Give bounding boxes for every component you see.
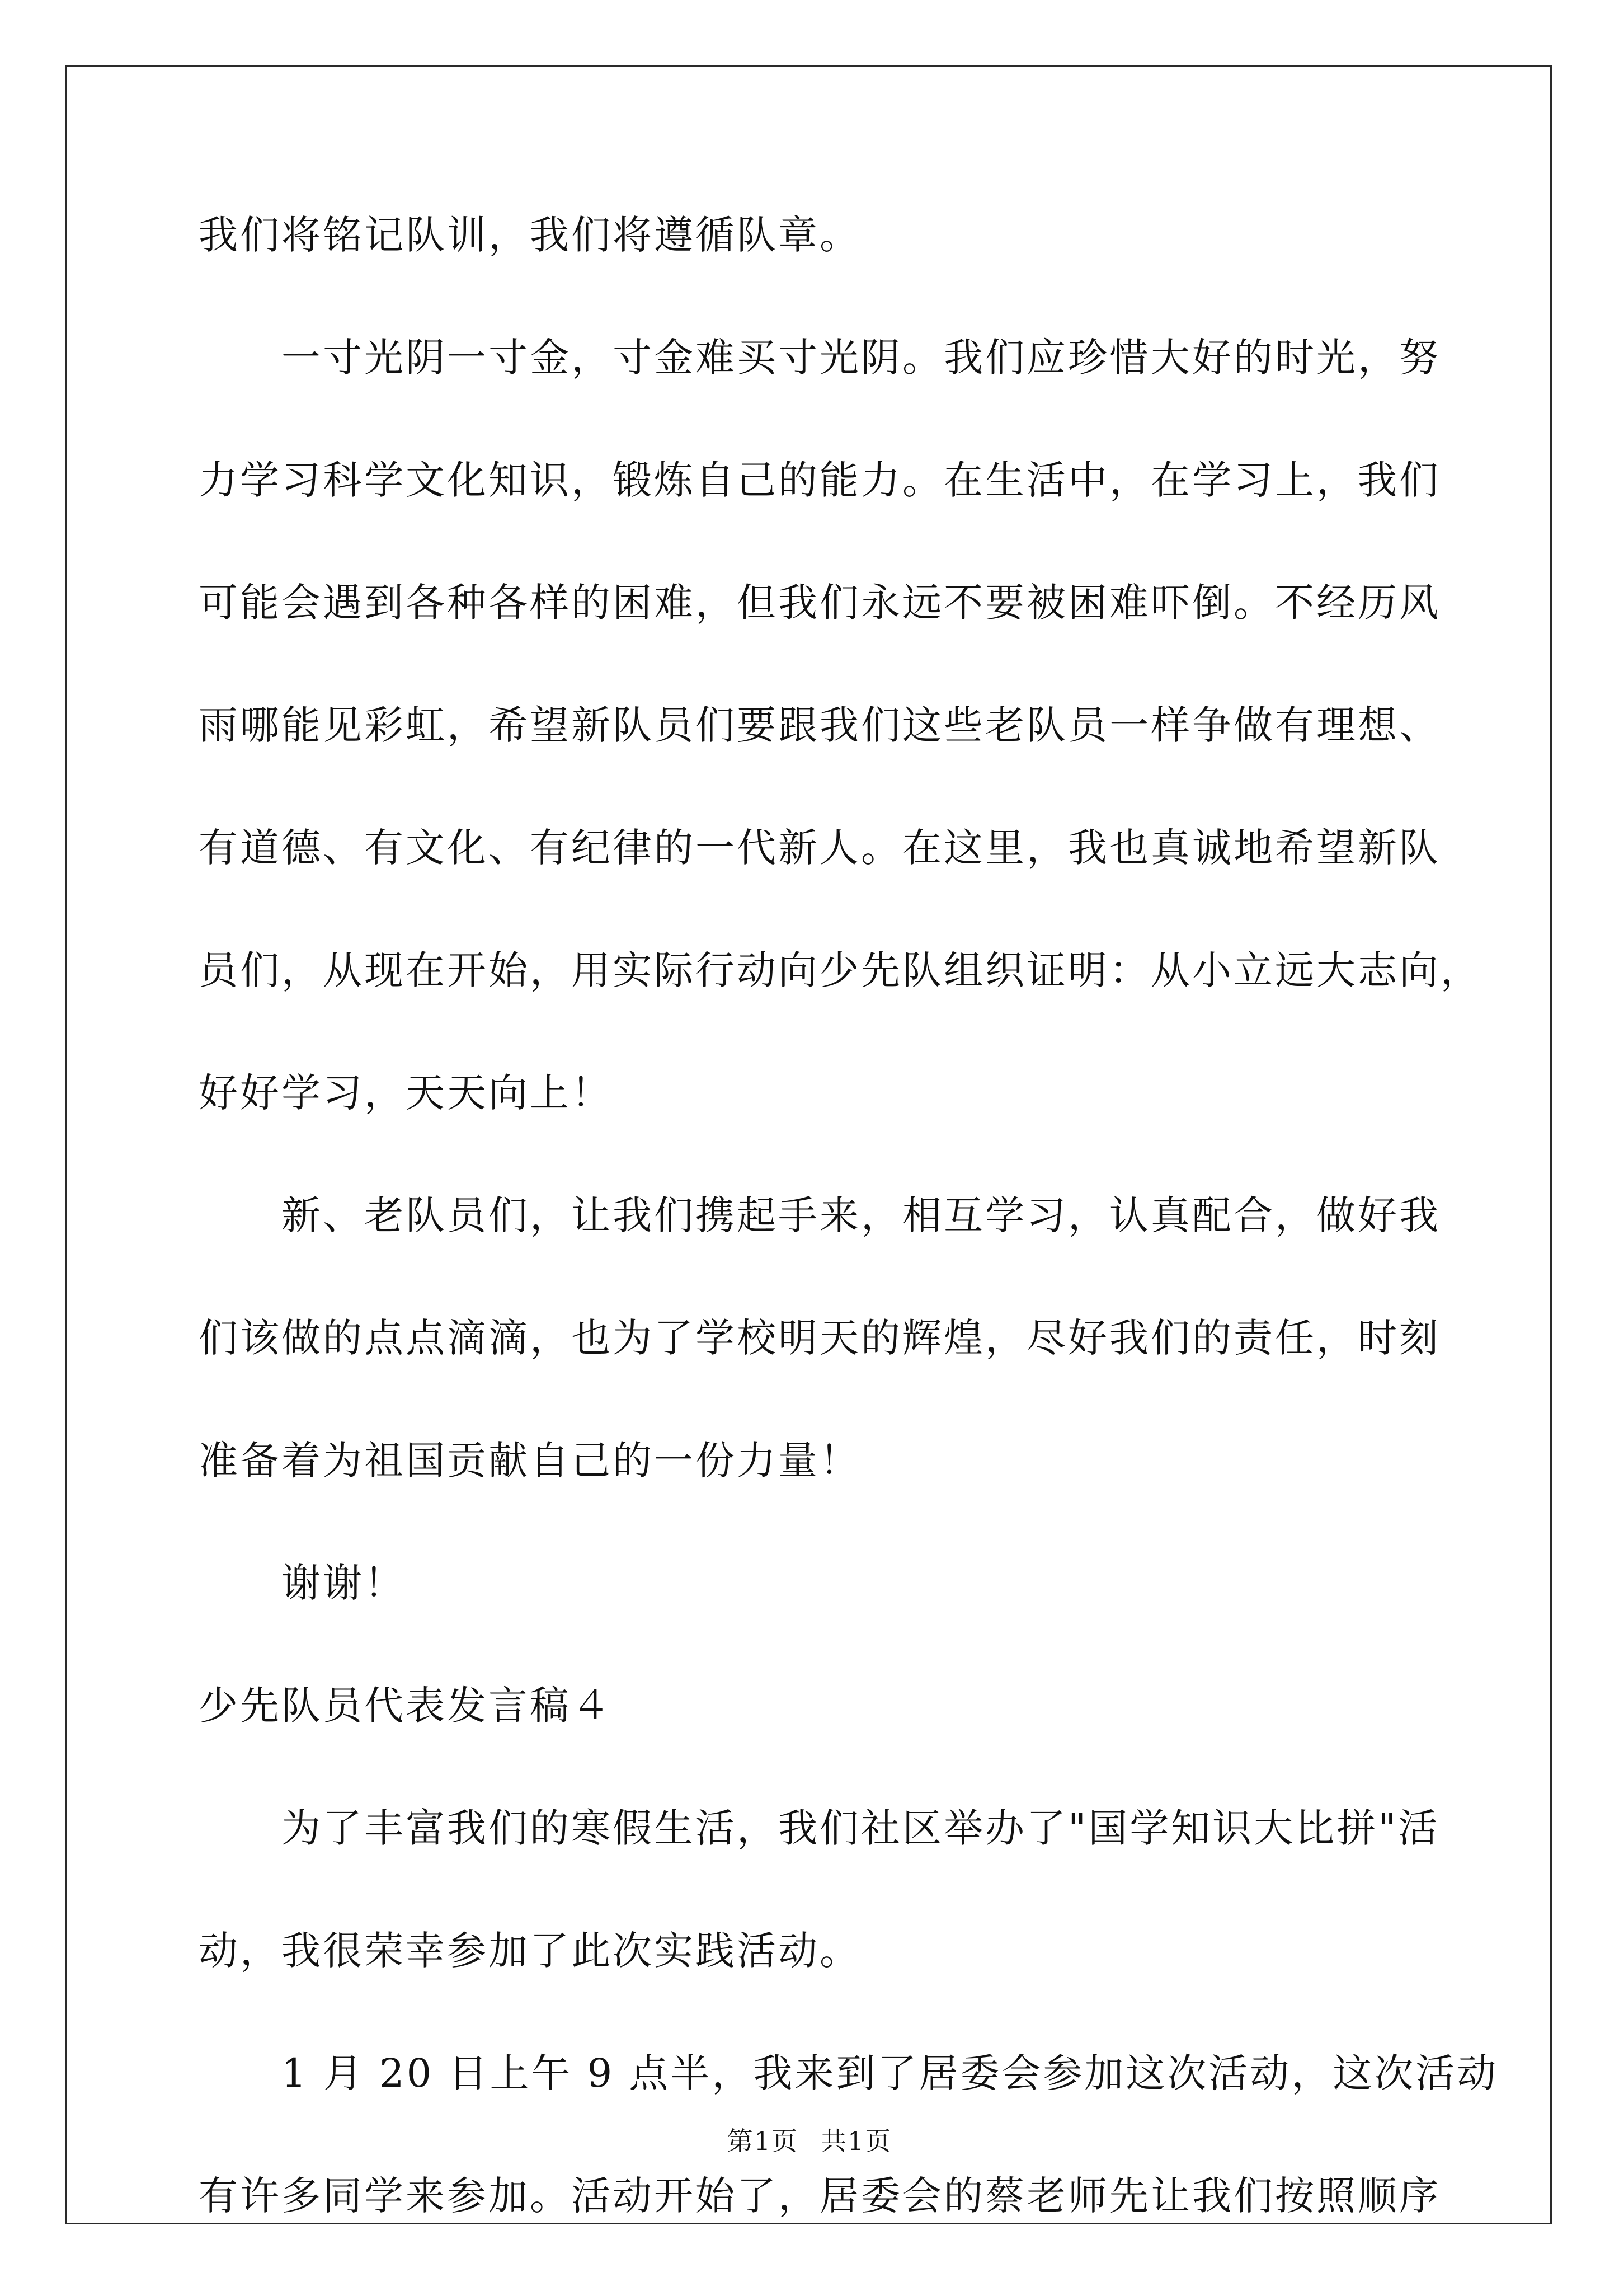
text-line: 我们将铭记队训，我们将遵循队章。: [199, 212, 861, 258]
text-line: 雨哪能见彩虹，希望新队员们要跟我们这些老队员一样争做有理想、: [199, 702, 1441, 748]
text-line: 好好学习，天天向上！: [199, 1070, 613, 1116]
text-line: 有许多同学来参加。活动开始了，居委会的蔡老师先让我们按照顺序: [199, 2173, 1441, 2219]
section-heading: 少先队员代表发言稿４: [199, 1683, 613, 1729]
text-line: 们该做的点点滴滴，也为了学校明天的辉煌，尽好我们的责任，时刻: [199, 1315, 1441, 1361]
text-line: 员们，从现在开始，用实际行动向少先队组织证明：从小立远大志向，: [199, 947, 1482, 993]
text-line: 谢谢！: [281, 1560, 406, 1606]
page-total: 共1页: [821, 2126, 892, 2156]
page-footer: [0, 2121, 1619, 2158]
text-line: 新、老队员们，让我们携起手来，相互学习，认真配合，做好我: [281, 1192, 1441, 1238]
page-number: 第1页: [727, 2126, 798, 2156]
text-line: 1 月 20 日上午 9 点半，我来到了居委会参加这次活动，这次活动: [281, 2050, 1499, 2096]
text-line: 力学习科学文化知识，锻炼自己的能力。在生活中，在学习上，我们: [199, 457, 1441, 503]
text-line: 准备着为祖国贡献自己的一份力量！: [199, 1438, 861, 1483]
text-line: 动，我很荣幸参加了此次实践活动。: [199, 1928, 861, 1974]
document-body: [199, 212, 1499, 2296]
text-line: 可能会遇到各种各样的困难，但我们永远不要被困难吓倒。不经历风: [199, 580, 1441, 626]
text-line: 为了丰富我们的寒假生活，我们社区举办了"国学知识大比拼"活: [281, 1805, 1440, 1851]
text-line: 有道德、有文化、有纪律的一代新人。在这里，我也真诚地希望新队: [199, 825, 1441, 871]
text-line: 一寸光阴一寸金，寸金难买寸光阴。我们应珍惜大好的时光，努: [281, 335, 1441, 381]
